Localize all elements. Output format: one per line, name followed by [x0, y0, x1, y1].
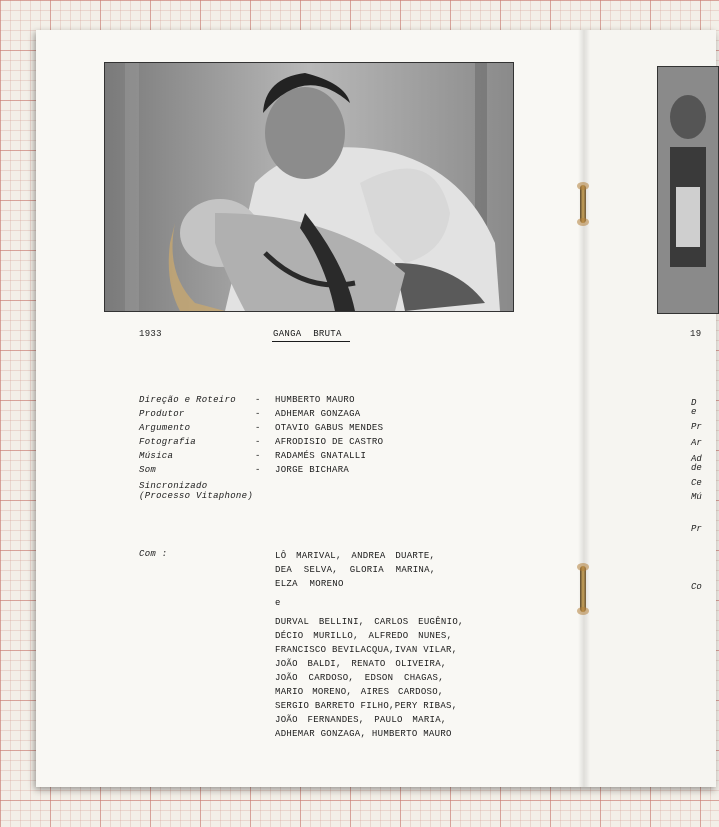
cast-line: FRANCISCO BEVILACQUA,IVAN VILAR, — [275, 645, 458, 655]
film-still-photo — [104, 62, 514, 312]
next-page-fragment: D — [691, 398, 697, 408]
credit-role: (Processo Vitaphone) — [139, 491, 254, 501]
staple-bottom — [580, 566, 586, 612]
credit-role: Som — [139, 465, 157, 475]
credit-name: HUMBERTO MAURO — [275, 395, 355, 405]
credit-dash: - — [255, 437, 261, 447]
credit-name: RADAMÉS GNATALLI — [275, 451, 367, 461]
credit-role: Argumento — [139, 423, 191, 433]
credit-name: OTAVIO GABUS MENDES — [275, 423, 384, 433]
next-page-fragment: Mú — [691, 492, 702, 502]
next-page-fragment: e — [691, 407, 697, 417]
cast-line: SERGIO BARRETO FILHO,PERY RIBAS, — [275, 701, 458, 711]
film-still-image — [105, 63, 513, 311]
cast-line: MARIO MORENO, AIRES CARDOSO, — [275, 687, 444, 697]
next-page-photo — [657, 66, 719, 314]
credit-name: ADHEMAR GONZAGA — [275, 409, 361, 419]
credit-role: Música — [139, 451, 174, 461]
cast-label: Com : — [139, 549, 168, 559]
film-title-underline — [272, 341, 350, 342]
credit-dash: - — [255, 451, 261, 461]
credit-dash: - — [255, 409, 261, 419]
cast-line: JOÃO BALDI, RENATO OLIVEIRA, — [275, 659, 447, 669]
next-page-fragment: Co — [691, 582, 702, 592]
credit-dash: - — [255, 395, 261, 405]
next-page-fragment: Ar — [691, 438, 702, 448]
staple-top — [580, 185, 586, 223]
cast-line: JOÃO FERNANDES, PAULO MARIA, — [275, 715, 447, 725]
next-page-fragment: Ad — [691, 454, 702, 464]
credit-dash: - — [255, 423, 261, 433]
next-page-photo-image — [658, 67, 718, 313]
cast-line: LÔ MARIVAL, ANDREA DUARTE, — [275, 551, 436, 561]
credit-role: Sincronizado — [139, 481, 208, 491]
cast-line: ADHEMAR GONZAGA, HUMBERTO MAURO — [275, 729, 452, 739]
cast-line: JOÃO CARDOSO, EDSON CHAGAS, — [275, 673, 444, 683]
credit-role: Produtor — [139, 409, 185, 419]
cast-line: ELZA MORENO — [275, 579, 344, 589]
cast-conjunction: e — [275, 598, 281, 608]
next-page-fragment: Ce — [691, 478, 702, 488]
film-title: GANGA BRUTA — [273, 329, 342, 339]
credit-role: Direção e Roteiro — [139, 395, 236, 405]
credit-role: Fotografia — [139, 437, 197, 447]
cast-line: DURVAL BELLINI, CARLOS EUGÊNIO, — [275, 617, 464, 627]
credit-dash: - — [255, 465, 261, 475]
credit-name: AFRODISIO DE CASTRO — [275, 437, 384, 447]
next-page-fragment: Pr — [691, 524, 702, 534]
cast-line: DEA SELVA, GLORIA MARINA, — [275, 565, 436, 575]
next-page-fragment: Pr — [691, 422, 702, 432]
cast-line: DÉCIO MURILLO, ALFREDO NUNES, — [275, 631, 453, 641]
next-page-year-fragment: 19 — [690, 329, 702, 339]
film-year: 1933 — [139, 329, 162, 339]
booklet-gutter — [578, 30, 590, 787]
credit-name: JORGE BICHARA — [275, 465, 350, 475]
next-page-fragment: de — [691, 463, 702, 473]
